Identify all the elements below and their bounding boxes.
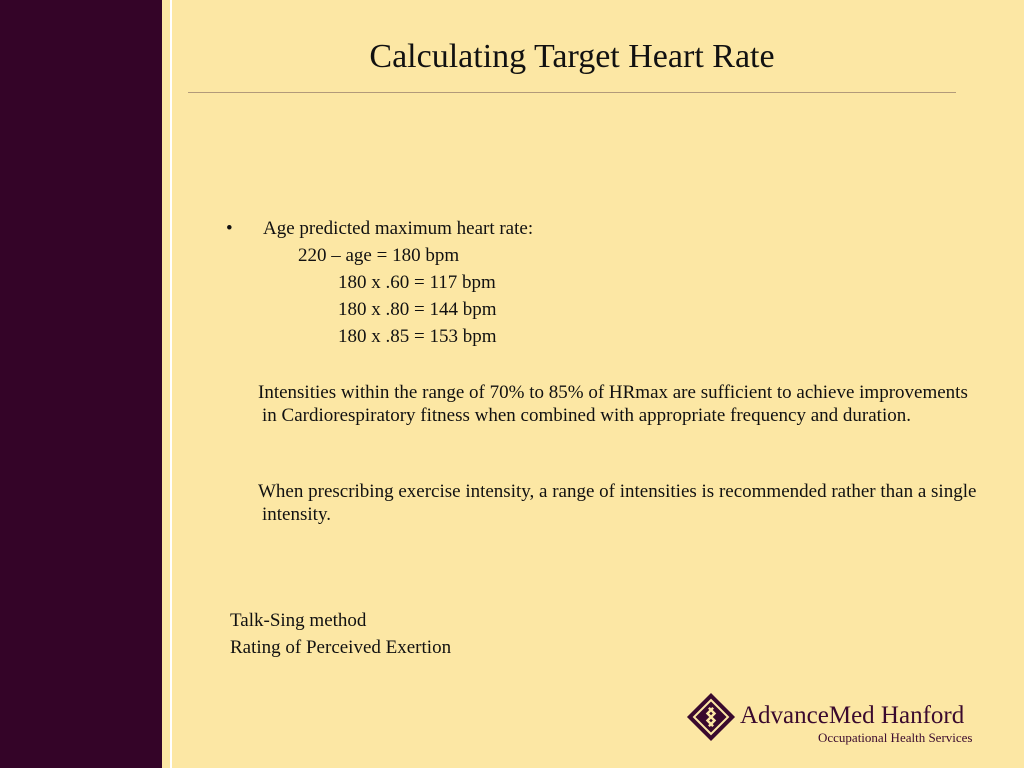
slide-title: Calculating Target Heart Rate [369, 38, 775, 75]
logo-name: AdvanceMed Hanford [740, 702, 965, 729]
title-divider [188, 92, 956, 93]
calculation-line: 180 x .85 = 153 bpm [338, 326, 497, 347]
logo-subtitle: Occupational Health Services [818, 730, 973, 745]
method-line: Rating of Perceived Exertion [230, 637, 452, 658]
formula-line: 220 – age = 180 bpm [298, 245, 460, 266]
company-logo [690, 698, 1000, 748]
bullet-text: Age predicted maximum heart rate: [263, 218, 534, 239]
logo-diamond-icon [687, 693, 735, 741]
calculation-line: 180 x .60 = 117 bpm [338, 272, 496, 293]
intensity-paragraph: Intensities within the range of 70% to 85% of HRmax are sufficient to achieve improvements in Cardiorespiratory fitness when combined with appropriate frequency and duration. [258, 382, 968, 426]
calculation-line: 180 x .80 = 144 bpm [338, 299, 497, 320]
sidebar-band [0, 0, 162, 768]
bullet-marker: • [226, 218, 233, 239]
prescription-paragraph: When prescribing exercise intensity, a range of intensities is recommended rather than a single intensity. [258, 481, 977, 525]
method-line: Talk-Sing method [230, 610, 367, 631]
sidebar-divider [170, 0, 172, 768]
